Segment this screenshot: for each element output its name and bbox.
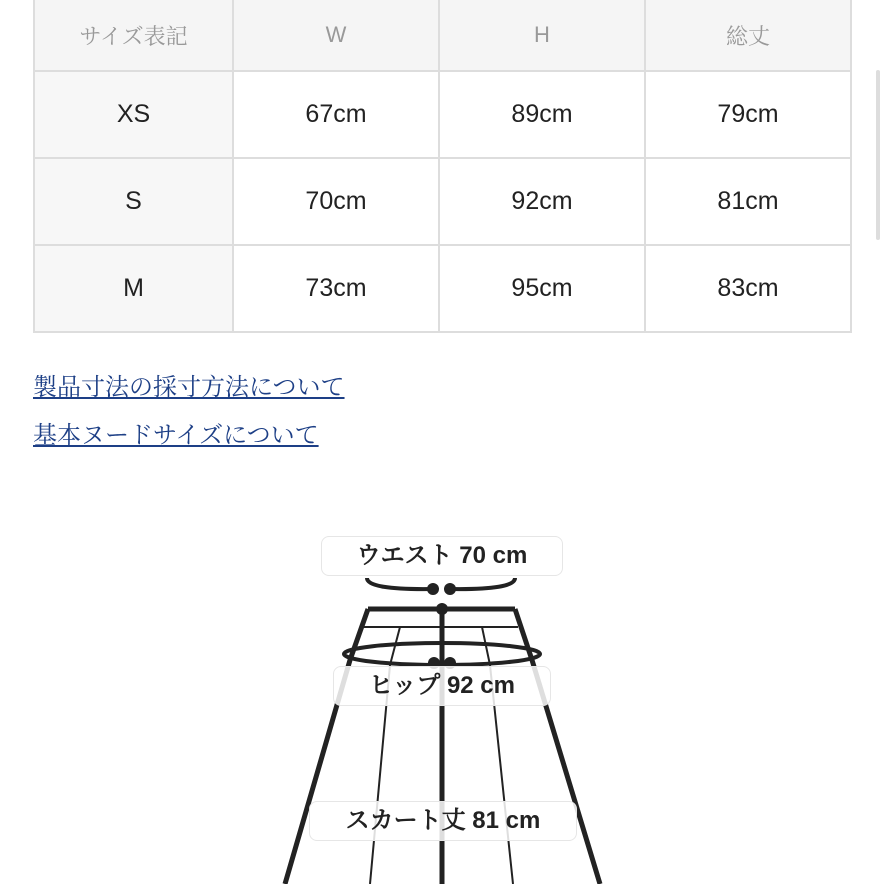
w-cell: 70cm	[233, 158, 439, 245]
length-marker-dot	[436, 603, 448, 615]
waist-label: ウエスト 70 cm	[321, 536, 563, 576]
size-cell: S	[34, 158, 233, 245]
h-cell: 89cm	[439, 71, 645, 158]
size-cell: XS	[34, 71, 233, 158]
hip-label: ヒップ 92 cm	[333, 666, 551, 706]
length-cell: 81cm	[645, 158, 851, 245]
header-h: H	[439, 0, 645, 71]
h-cell: 95cm	[439, 245, 645, 332]
waist-marker-dot	[427, 583, 439, 595]
w-cell: 67cm	[233, 71, 439, 158]
skirt-length-label: スカート丈 81 cm	[309, 801, 577, 841]
length-cell: 79cm	[645, 71, 851, 158]
measurement-method-link[interactable]: 製品寸法の採寸方法について	[33, 374, 345, 401]
waist-marker-dot	[444, 583, 456, 595]
waist-band-curve	[367, 578, 515, 589]
header-length: 総丈	[645, 0, 851, 71]
header-size: サイズ表記	[34, 0, 233, 71]
w-cell: 73cm	[233, 245, 439, 332]
h-cell: 92cm	[439, 158, 645, 245]
header-w: W	[233, 0, 439, 71]
nude-size-link[interactable]: 基本ヌードサイズについて	[33, 422, 319, 449]
size-cell: M	[34, 245, 233, 332]
length-cell: 83cm	[645, 245, 851, 332]
